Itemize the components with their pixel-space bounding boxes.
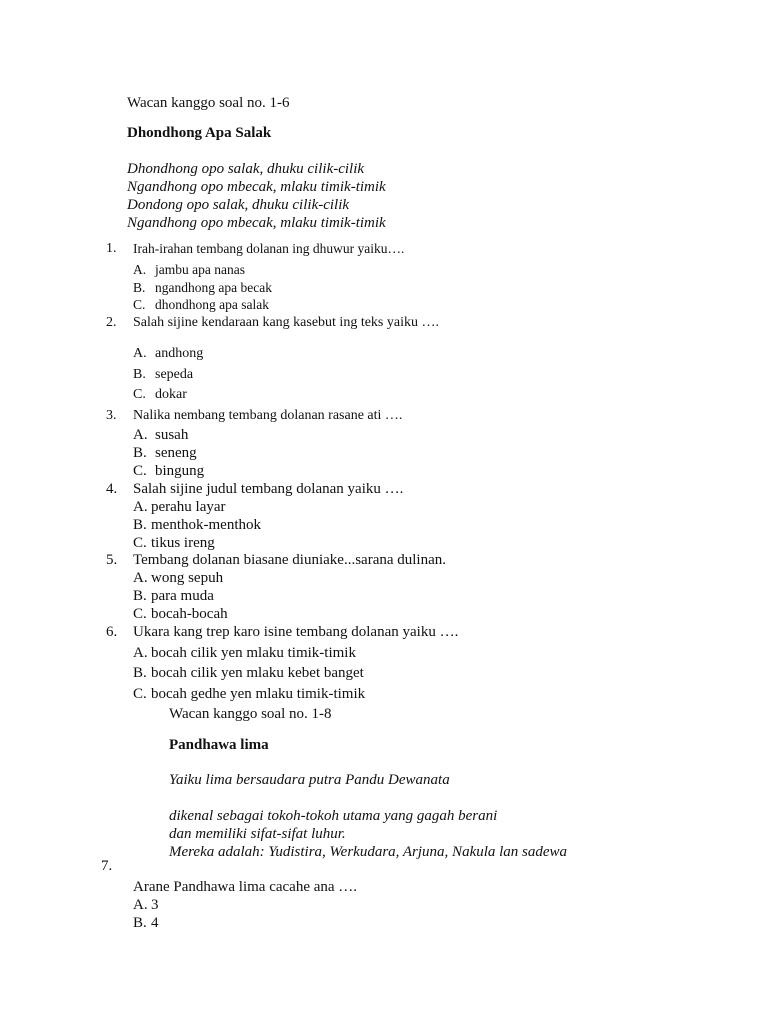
option-text: para muda xyxy=(151,588,214,604)
option-text: bocah gedhe yen mlaku timik-timik xyxy=(151,686,366,702)
option-text: perahu layar xyxy=(151,499,226,515)
option-letter: C. xyxy=(133,606,147,622)
verse-line: Dondong opo salak, dhuku cilik-cilik xyxy=(127,197,350,213)
verse-line: Dhondhong opo salak, dhuku cilik-cilik xyxy=(127,161,365,177)
passage-line: Yaiku lima bersaudara putra Pandu Dewanata xyxy=(169,772,450,788)
passage-title: Dhondhong Apa Salak xyxy=(127,125,272,141)
option-text: bocah-bocah xyxy=(151,606,228,622)
option-letter: B. xyxy=(133,665,147,681)
option-text: jambu apa nanas xyxy=(155,262,245,277)
question-text: Salah sijine kendaraan kang kasebut ing teks yaiku …. xyxy=(133,315,439,330)
question-number: 3. xyxy=(106,408,117,423)
option-text: bingung xyxy=(155,463,205,479)
option-text: 4 xyxy=(151,915,159,931)
option-text: bocah cilik yen mlaku timik-timik xyxy=(151,645,356,661)
question-text: Nalika nembang tembang dolanan rasane ati …. xyxy=(133,408,403,423)
option-text: dokar xyxy=(155,387,187,402)
option-text: seneng xyxy=(155,445,197,461)
option-text: ngandhong apa becak xyxy=(155,280,272,295)
option-letter: B. xyxy=(133,915,147,931)
option-text: menthok-menthok xyxy=(151,517,261,533)
option-letter: A. xyxy=(133,262,147,277)
option-letter: C. xyxy=(133,297,146,312)
option-letter: C. xyxy=(133,535,147,551)
option-text: wong sepuh xyxy=(151,570,224,586)
option-text: susah xyxy=(155,427,189,443)
option-letter: C. xyxy=(133,686,147,702)
question-text: Arane Pandhawa lima cacahe ana …. xyxy=(133,879,358,895)
option-letter: A. xyxy=(133,499,148,515)
passage-line: Mereka adalah: Yudistira, Werkudara, Arjuna, Nakula lan sadewa xyxy=(169,844,568,860)
option-letter: B. xyxy=(133,517,147,533)
option-letter: A. xyxy=(133,570,148,586)
question-text: Ukara kang trep karo isine tembang dolanan yaiku …. xyxy=(133,624,459,640)
option-text: bocah cilik yen mlaku kebet banget xyxy=(151,665,364,681)
option-letter: B. xyxy=(133,280,146,295)
question-number: 7. xyxy=(101,858,113,874)
question-text: Salah sijine judul tembang dolanan yaiku …. xyxy=(133,481,404,497)
option-letter: B. xyxy=(133,588,147,604)
question-text: Tembang dolanan biasane diuniake...sarana dulinan. xyxy=(133,552,447,568)
question-text: Irah-irahan tembang dolanan ing dhuwur yaiku…. xyxy=(133,241,405,256)
verse-line: Ngandhong opo mbecak, mlaku timik-timik xyxy=(127,179,386,195)
option-letter: A. xyxy=(133,645,148,661)
option-text: 3 xyxy=(151,897,159,913)
question-number: 5. xyxy=(106,552,118,568)
question-number: 4. xyxy=(106,481,118,497)
option-letter: B. xyxy=(133,445,147,461)
passage-line: dan memiliki sifat-sifat luhur. xyxy=(169,826,346,842)
option-text: andhong xyxy=(155,346,204,361)
option-text: sepeda xyxy=(155,367,194,382)
question-number: 2. xyxy=(106,315,117,330)
question-number: 6. xyxy=(106,624,118,640)
option-letter: A. xyxy=(133,427,148,443)
option-text: tikus ireng xyxy=(151,535,215,551)
option-letter: A. xyxy=(133,897,148,913)
option-letter: C. xyxy=(133,387,146,402)
passage-line: dikenal sebagai tokoh-tokoh utama yang gagah berani xyxy=(169,808,498,824)
option-letter: B. xyxy=(133,367,146,382)
option-letter: A. xyxy=(133,346,147,361)
passage-title: Pandhawa lima xyxy=(169,737,269,753)
verse-line: Ngandhong opo mbecak, mlaku timik-timik xyxy=(127,215,386,231)
passage-intro: Wacan kanggo soal no. 1-8 xyxy=(169,706,332,722)
option-letter: C. xyxy=(133,463,147,479)
passage-intro: Wacan kanggo soal no. 1-6 xyxy=(127,95,290,111)
option-text: dhondhong apa salak xyxy=(155,297,269,312)
question-number: 1. xyxy=(106,241,117,256)
